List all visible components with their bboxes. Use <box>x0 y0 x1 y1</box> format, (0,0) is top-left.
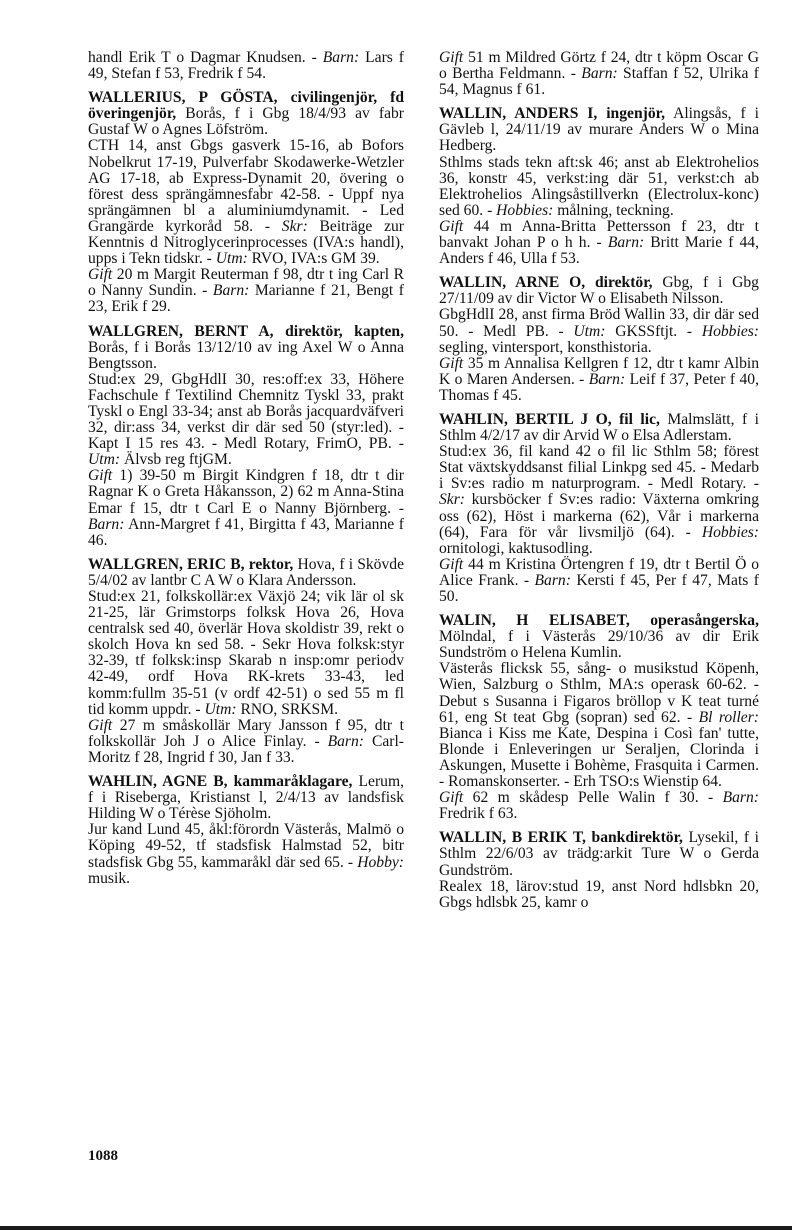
field-label: Hobby: <box>357 853 404 871</box>
entry-text: GKSSftjt. - <box>605 322 702 340</box>
entry-text: GbgHdlI 28, anst firma Bröd Wallin 33, dir där sed 50. - Medl PB. - <box>439 306 759 340</box>
entry-text: musik. <box>88 869 131 887</box>
field-label: Barn: <box>534 571 571 589</box>
entry-heading-paragraph <box>439 613 759 661</box>
field-label: Gift <box>88 467 113 485</box>
field-label: Hobbies: <box>701 322 759 340</box>
entry-text: Stud:ex 21, folkskollär:ex Växjö 24; vik lär ol sk 21-25, lär Grimstorps folksk Hova 26, Hova centralsk sed 40, överlär Hova skoldistr 39, rekt o skolch Hova kn sed 58. - Sekr Hova folksk:styr 32-39, tf folksk:insp Skarab n insp:omr periodv 42-49, ordf Hova RK-krets 33-43, led komm:fullm 35-51 (v ordf 42-51) o sed 55 m fl tid komm uppdr. - <box>88 588 404 718</box>
entry-text: Gbg, f i Gbg 27/11/09 av dir Victor W o Elisabeth Nilsson. <box>439 274 759 308</box>
entry-text: Lerum, f i Riseberga, Kristianst l, 2/4/13 av landsfisk Hilding W o Térèse Sjöholm. <box>88 773 404 823</box>
entry-headword: WAHLIN, BERTIL J O, fil lic, <box>439 410 660 428</box>
entry-text: 35 m Annalisa Kellgren f 12, dtr t kamr Albin K o Maren Andersen. - <box>439 354 759 388</box>
entry-text: Malmslätt, f i Sthlm 4/2/17 av dir Arvid W o Elsa Adlerstam. <box>439 410 759 445</box>
entry-text: Borås, f i Gbg 18/4/93 av fabr Gustaf W o Agnes Löfström. <box>88 105 404 139</box>
entry-text: 44 m Anna-Britta Pettersson f 23, dtr t banvakt Johan P o h h. - <box>439 217 759 252</box>
entry-text: Hova, f i Skövde 5/4/02 av lantbr C A W o Klara Andersson. <box>88 555 404 589</box>
field-label: Gift <box>439 217 464 235</box>
entry-paragraph <box>439 444 759 557</box>
entry-paragraph <box>439 155 759 219</box>
field-label: Hobbies: <box>701 523 759 541</box>
entry-text: Fredrik f 63. <box>439 805 518 823</box>
entry-text: Carl-Moritz f 28, Ingrid f 30, Jan f 33. <box>88 732 404 766</box>
entry-text: Älvsb reg ftjGM. <box>120 451 232 469</box>
entry-heading-paragraph <box>88 774 404 822</box>
entry-heading-paragraph <box>88 557 404 589</box>
field-label: Barn: <box>212 282 250 300</box>
entry-headword: WALLIN, B ERIK T, bankdirektör, <box>439 829 683 847</box>
entry-heading-paragraph <box>88 324 404 372</box>
entry-heading-paragraph <box>439 412 759 444</box>
entry-paragraph <box>439 557 759 605</box>
entry-paragraph <box>439 356 759 404</box>
entry-text: Ann-Margret f 41, Birgitta f 43, Marianne f 46. <box>88 515 404 549</box>
entry-paragraph <box>88 468 404 548</box>
entry-text: Mölndal, f i Västerås 29/10/36 av dir Erik Sundström o Helena Kumlin. <box>439 628 759 662</box>
field-label: Barn: <box>588 370 626 388</box>
page-number: 1088 <box>88 1148 118 1164</box>
entry-headword: WALLGREN, ERIC B, rektor, <box>88 555 294 573</box>
field-label: Barn: <box>88 515 125 533</box>
entry-text: 27 m småskollär Mary Jansson f 95, dtr t folkskollär Joh J o Alice Finlay. - <box>88 716 404 750</box>
right-column <box>439 50 759 911</box>
entry-headword: WALLIN, ANDERS I, ingenjör, <box>439 105 665 123</box>
entry-text: RNO, SRKSM. <box>236 700 338 718</box>
field-label: Barn: <box>581 65 618 83</box>
entry-paragraph <box>439 50 759 98</box>
entry-text: handl Erik T o Dagmar Knudsen. - <box>88 49 323 66</box>
entry-text: 1) 39-50 m Birgit Kindgren f 18, dtr t dir Ragnar K o Greta Håkansson, 2) 62 m Anna-Stina Emar f 15, dtr t Carl E o Nanny Björnberg. - <box>88 467 404 517</box>
field-label: Gift <box>439 555 464 573</box>
entry-paragraph <box>439 219 759 267</box>
entry-paragraph <box>88 589 404 718</box>
field-label: Skr: <box>281 217 308 235</box>
entry-text: Sthlms stads tekn aft:sk 46; anst ab Elektrohelios 36, konstr 45, verkst:ing där 51, verkst:ch ab Elektrohelios Alingsåstillverkn (Electrolux-konc) sed 60. - <box>439 153 759 219</box>
entry-text: 51 m Mildred Görtz f 24, dtr t köpm Oscar G o Bertha Feldmann. - <box>439 49 759 83</box>
entry-text: Stud:ex 36, fil kand 42 o fil lic Sthlm 58; förest Stat växtskyddsanst filial Linkpg sed 45. - Medarb i Sv:es radio m naturprogram. - Medl Rotary. - <box>439 443 759 493</box>
entry-text: 44 m Kristina Örtengren f 19, dtr t Bertil Ö o Alice Frank. - <box>439 555 759 589</box>
entry-headword: WALLERIUS, P GÖSTA, civilingenjör, fd överingenjör, <box>88 89 404 123</box>
entry-paragraph <box>88 138 404 267</box>
entry-heading-paragraph <box>88 90 404 138</box>
entry-text: Marianne f 21, Bengt f 23, Erik f 29. <box>88 282 405 316</box>
entry-text: Jur kand Lund 45, åkl:förordn Västerås, Malmö o Köping 49-52, tf stadsfisk Halmstad 52, bitr stadsfisk Gbg 55, kammaråkl där sed 65. - <box>88 821 404 871</box>
entry-text: Alingsås, f i Gävleb l, 24/11/19 av murare Anders W o Mina Hedberg. <box>439 105 759 155</box>
entry-text: Bianca i Kiss me Kate, Despina i Così fan' tutte, Blonde i Enleveringen ur Seraljen, Clorinda i Askungen, Musette i Bohème, Frasquita i Carmen. - Romanskonserter. - Erh TSO:s Wienstip 64. <box>439 724 759 791</box>
entry-text: segling, vintersport, konsthistoria. <box>439 338 652 356</box>
entry-text: ornitologi, kaktusodling. <box>439 539 593 557</box>
entry-text: Leif f 37, Peter f 40, Thomas f 45. <box>439 370 759 404</box>
entry-text: 62 m skådesp Pelle Walin f 30. - <box>463 789 723 807</box>
field-label: Utm: <box>88 451 121 469</box>
entry-text: kursböcker f Sv:es radio: Växterna omkring oss (62), Höst i markerna (62), Vår i markerna (64), Fara för vår livsmiljö (64). - <box>439 491 759 541</box>
field-label: Hobbies: <box>496 201 554 219</box>
entry-heading-paragraph <box>439 275 759 307</box>
entry-text: Lysekil, f i Sthlm 22/6/03 av trädg:arkit Ture W o Gerda Gundström. <box>439 829 759 879</box>
field-label: Barn: <box>722 789 759 807</box>
entry-paragraph <box>88 822 404 886</box>
entry-text: RVO, IVA:s GM 39. <box>247 250 380 268</box>
left-column <box>88 50 404 887</box>
field-label: Gift <box>439 49 464 66</box>
entry-heading-paragraph <box>439 106 759 154</box>
field-label: Gift <box>88 716 113 734</box>
field-label: Barn: <box>607 234 645 252</box>
entry-paragraph <box>439 307 759 355</box>
entry-text: Beiträge zur Kenntnis d Nitroglycerinprocesses (IVA:s handl), upps i Tekn tidskr. - <box>88 217 404 268</box>
field-label: Gift <box>439 354 464 372</box>
page-bottom-rule <box>0 1226 792 1230</box>
entry-text: 20 m Margit Reuterman f 98, dtr t ing Carl R o Nanny Sundin. - <box>88 266 404 300</box>
entry-headword: WAHLIN, AGNE B, kammaråklagare, <box>88 773 353 791</box>
entry-paragraph <box>88 718 404 766</box>
entry-paragraph <box>88 267 404 315</box>
field-label: Utm: <box>573 322 606 340</box>
entry-text: CTH 14, anst Gbgs gasverk 15-16, ab Bofors Nobelkrut 17-19, Pulverfabr Skodawerke-Wetzler AG 17-18, ab Express-Dynamit 20, övering o förest dess sprängämnesfabr 42-58. - Uppf nya sprängämnen bl a aluminiumdynamit. - Led Grangärde kyrkoråd 58. - <box>88 137 404 235</box>
entry-paragraph <box>439 879 759 911</box>
entry-paragraph <box>88 372 404 469</box>
entry-text: Västerås flicksk 55, sång- o musikstud Köpenh, Wien, Salzburg o Sthlm, MA:s operask 60-62. - Debut s Susanna i Figaros bröllop v K teat turné 61, eng St teat Gbg (sopran) sed 62. - <box>439 660 759 726</box>
entry-headword: WALLGREN, BERNT A, direktör, kapten, <box>88 322 404 340</box>
entry-text: Kersti f 45, Per f 47, Mats f 50. <box>439 571 759 605</box>
entry-text: Realex 18, lärov:stud 19, anst Nord hdlsbkn 20, Gbgs hdlsbk 25, kamr o <box>439 877 759 911</box>
field-label: Gift <box>88 266 113 284</box>
entry-text: Lars f 49, Stefan f 53, Fredrik f 54. <box>88 49 405 83</box>
entry-text: Borås, f i Borås 13/12/10 av ing Axel W o Anna Bengtsson. <box>88 338 404 372</box>
entry-paragraph <box>88 50 404 82</box>
field-label: Bl roller: <box>698 708 759 726</box>
field-label: Utm: <box>215 250 248 268</box>
entry-text: målning, teckning. <box>553 201 674 219</box>
entry-headword: WALLIN, ARNE O, direktör, <box>439 274 653 292</box>
field-label: Barn: <box>327 732 364 750</box>
entry-text: Britt Marie f 44, Anders f 46, Ulla f 53. <box>439 234 759 268</box>
entry-heading-paragraph <box>439 830 759 878</box>
entry-paragraph <box>439 661 759 790</box>
field-label: Skr: <box>439 491 465 509</box>
entry-headword: WALIN, H ELISABET, operasångerska, <box>439 612 759 630</box>
field-label: Gift <box>439 789 464 807</box>
field-label: Barn: <box>322 49 360 66</box>
entry-paragraph <box>439 790 759 822</box>
entry-text: Stud:ex 29, GbgHdlI 30, res:off:ex 33, Höhere Fachschule f Textilind Chemnitz Tyskl 33, prakt Tyskl o Engl 33-34; anst ab Borås jacquardväfveri 32, dir:ass 34, verkst dir där sed 50 (styr:led). - Kapt I 15 res 43. - Medl Rotary, FrimO, PB. - <box>88 370 404 453</box>
entry-text: Staffan f 52, Ulrika f 54, Magnus f 61. <box>439 65 759 99</box>
field-label: Utm: <box>204 700 237 718</box>
